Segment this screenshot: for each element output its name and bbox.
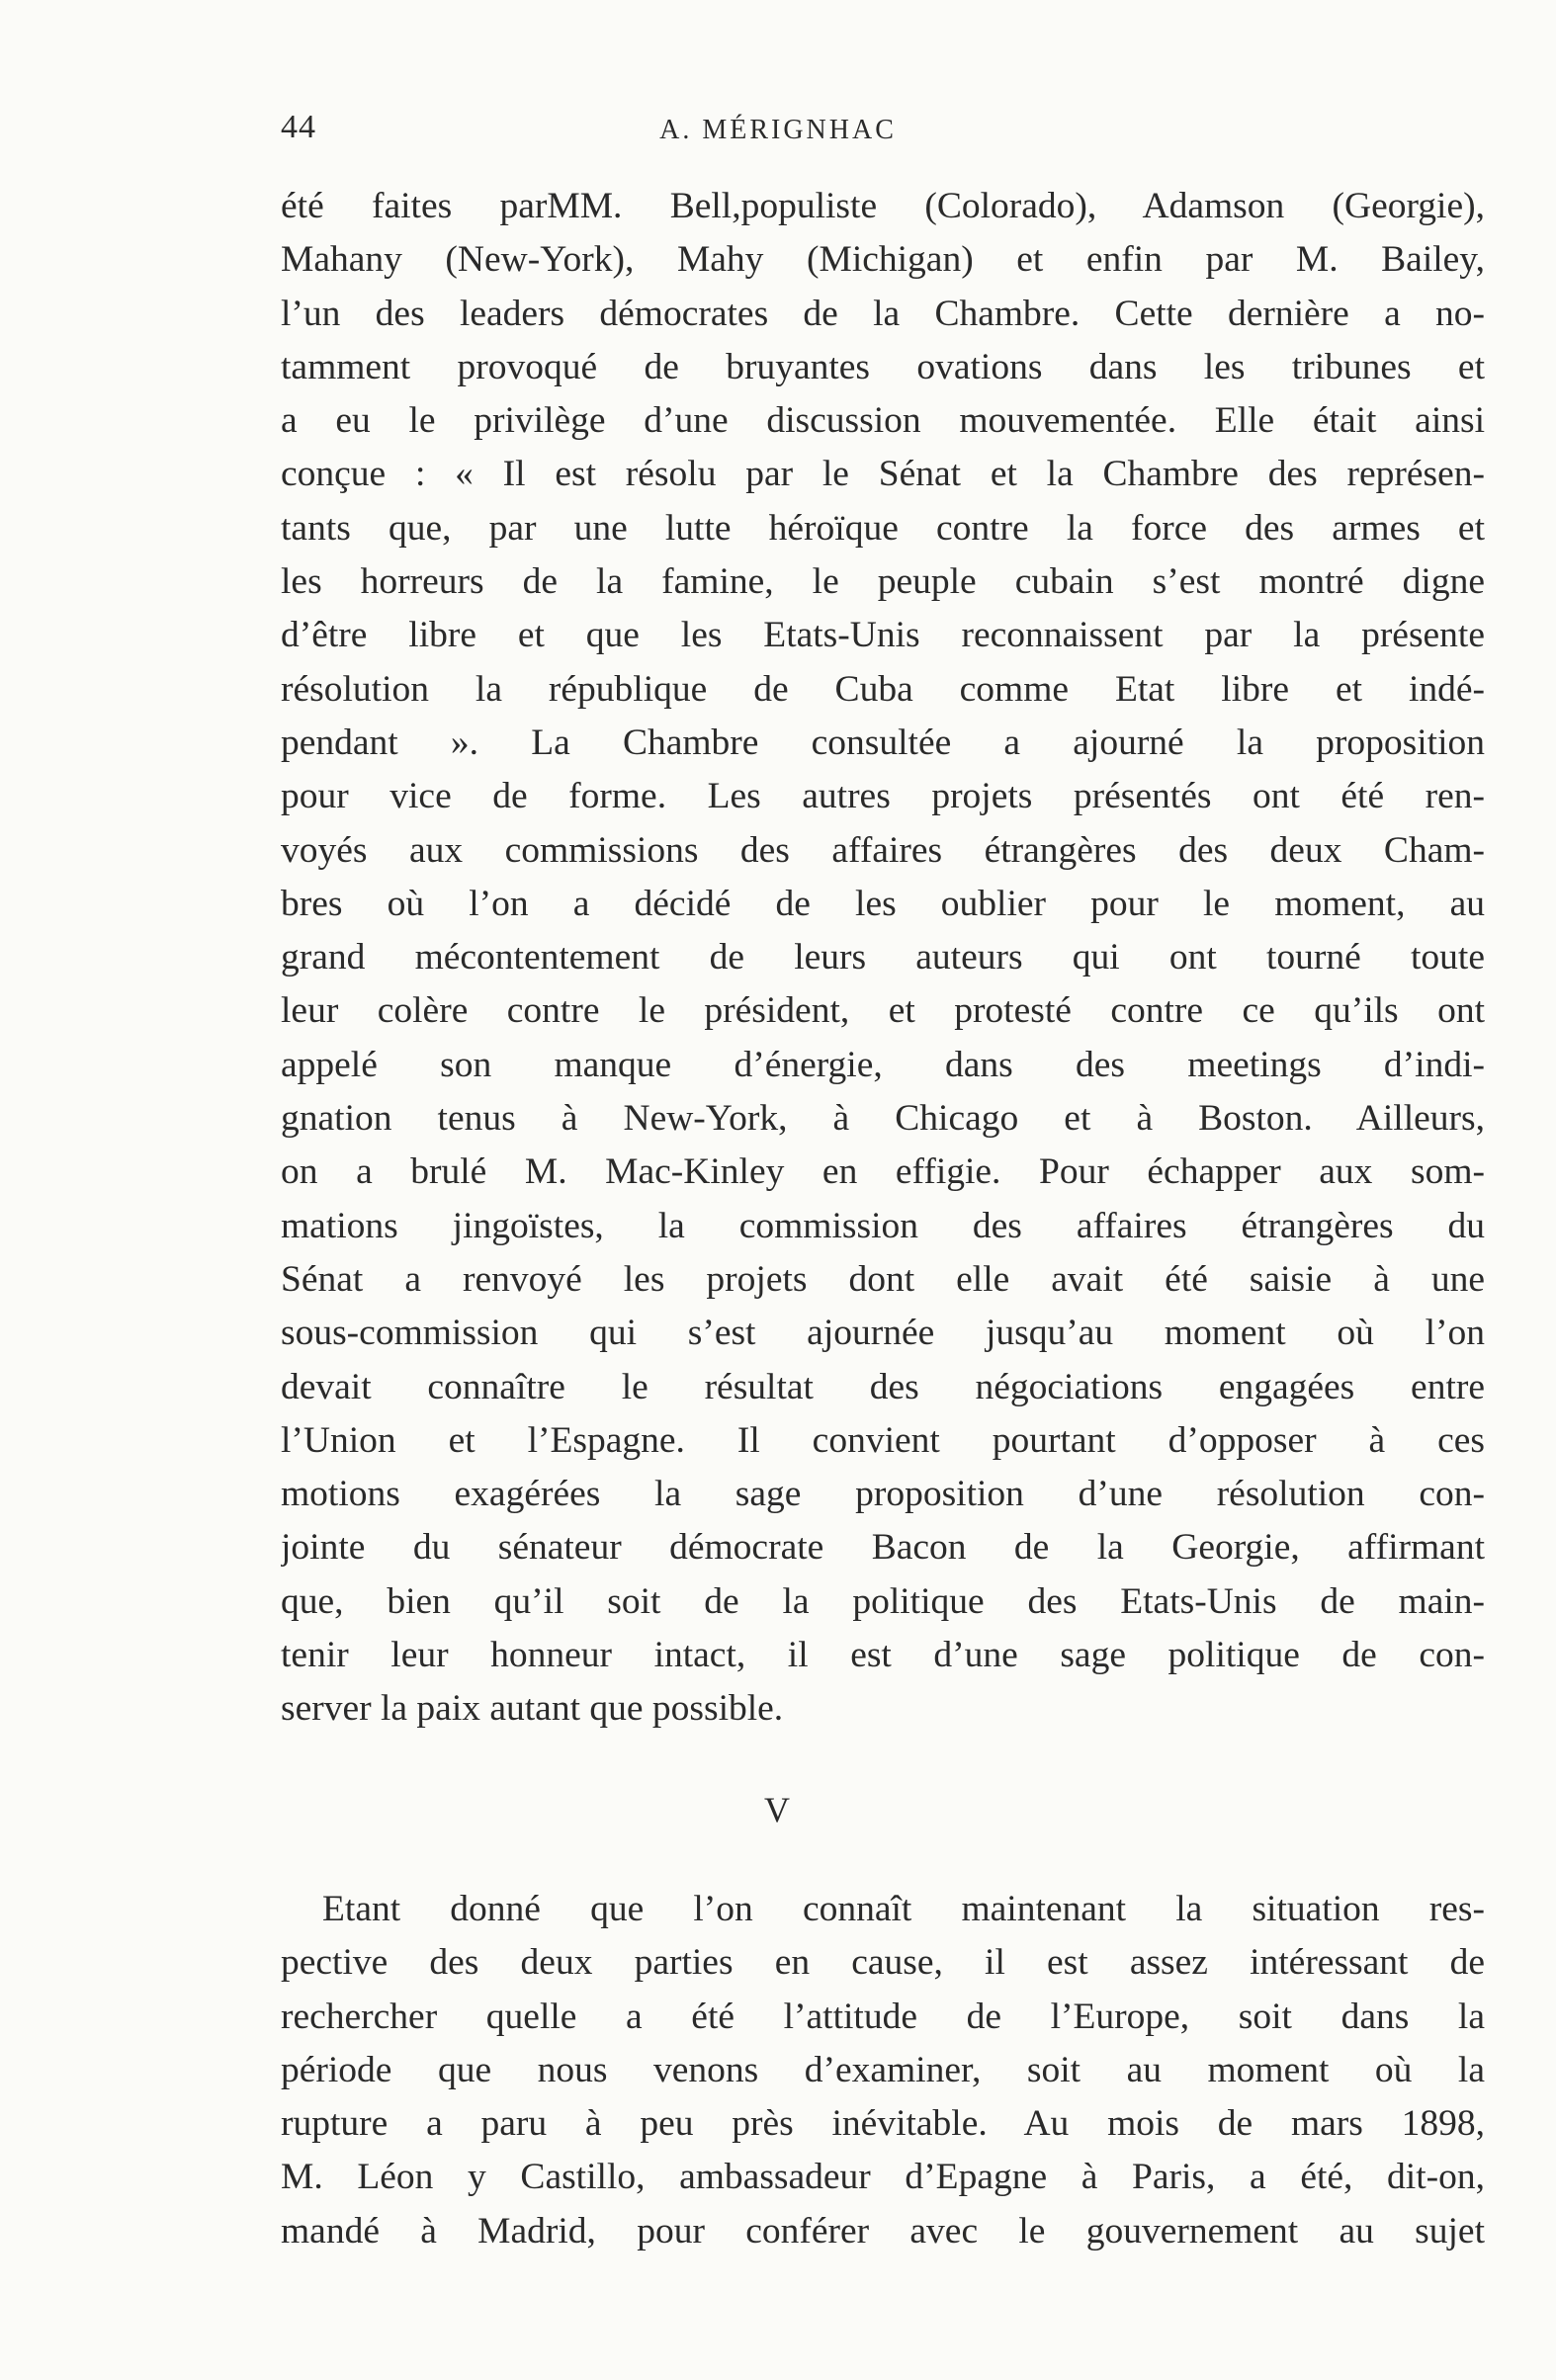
- text-line: pective des deux parties en cause, il est assez intéressant de: [281, 1942, 1485, 1984]
- text-line: a eu le privilège d’une discussion mouvementée. Elle était ainsi: [281, 400, 1485, 442]
- paragraph-1: [281, 180, 1485, 1737]
- text-line: l’un des leaders démocrates de la Chambre. Cette dernière a no-: [281, 293, 1485, 334]
- text-line: on a brulé M. Mac-Kinley en effigie. Pour échapper aux som-: [281, 1151, 1485, 1193]
- text-line: d’être libre et que les Etats-Unis reconnaissent par la présente: [281, 615, 1485, 656]
- text-line: mandé à Madrid, pour conférer avec le gouvernement au sujet: [281, 2210, 1485, 2252]
- text-line: motions exagérées la sage proposition d’une résolution con-: [281, 1474, 1485, 1515]
- running-title: A. MÉRIGNHAC: [659, 115, 897, 145]
- text-line: Sénat a renvoyé les projets dont elle avait été saisie à une: [281, 1258, 1485, 1300]
- text-line: leur colère contre le président, et protesté contre ce qu’ils ont: [281, 990, 1485, 1032]
- text-line: que, bien qu’il soit de la politique des Etats-Unis de main-: [281, 1580, 1485, 1622]
- text-line: été faites parMM. Bell,populiste (Colorado), Adamson (Georgie),: [281, 186, 1485, 226]
- text-line: tenir leur honneur intact, il est d’une sage politique de con-: [281, 1635, 1485, 1676]
- paragraph-2: [281, 1883, 1485, 2258]
- text-line: bres où l’on a décidé de les oublier pour le moment, au: [281, 883, 1485, 924]
- text-line: rechercher quelle a été l’attitude de l’Europe, soit dans la: [281, 1996, 1485, 2037]
- text-line: conçue : « Il est résolu par le Sénat et la Chambre des représen-: [281, 454, 1485, 495]
- text-line: tamment provoqué de bruyantes ovations dans les tribunes et: [281, 346, 1485, 387]
- text-line: tants que, par une lutte héroïque contre la force des armes et: [281, 507, 1485, 549]
- text-line: rupture a paru à peu près inévitable. Au mois de mars 1898,: [281, 2103, 1485, 2145]
- text-line: server la paix autant que possible.: [281, 1688, 784, 1730]
- running-head: [0, 109, 1556, 152]
- text-line: période que nous venons d’examiner, soit au moment où la: [281, 2049, 1485, 2090]
- text-line: voyés aux commissions des affaires étrangères des deux Cham-: [281, 829, 1485, 871]
- text-line: Etant donné que l’on connaît maintenant la situation res-: [322, 1889, 1485, 1929]
- text-line: grand mécontentement de leurs auteurs qui ont tourné toute: [281, 937, 1485, 978]
- text-line: les horreurs de la famine, le peuple cubain s’est montré digne: [281, 561, 1485, 603]
- text-line: sous-commission qui s’est ajournée jusqu’au moment où l’on: [281, 1313, 1485, 1354]
- section-heading: V: [764, 1790, 792, 1829]
- text-line: l’Union et l’Espagne. Il convient pourtant d’opposer à ces: [281, 1419, 1485, 1461]
- text-line: pendant ». La Chambre consultée a ajourné la proposition: [281, 722, 1485, 763]
- text-line: jointe du sénateur démocrate Bacon de la Georgie, affirmant: [281, 1527, 1485, 1569]
- text-line: M. Léon y Castillo, ambassadeur d’Epagne à Paris, a été, dit-on,: [281, 2157, 1485, 2198]
- text-line: devait connaître le résultat des négociations engagées entre: [281, 1366, 1485, 1407]
- text-line: pour vice de forme. Les autres projets présentés ont été ren-: [281, 776, 1485, 817]
- text-line: appelé son manque d’énergie, dans des meetings d’indi-: [281, 1044, 1485, 1085]
- text-line: Mahany (New-York), Mahy (Michigan) et enfin par M. Bailey,: [281, 239, 1485, 281]
- text-line: gnation tenus à New-York, à Chicago et à Boston. Ailleurs,: [281, 1098, 1485, 1140]
- text-line: mations jingoïstes, la commission des affaires étrangères du: [281, 1205, 1485, 1246]
- text-line: résolution la république de Cuba comme Etat libre et indé-: [281, 668, 1485, 710]
- page-number: 44: [281, 109, 316, 145]
